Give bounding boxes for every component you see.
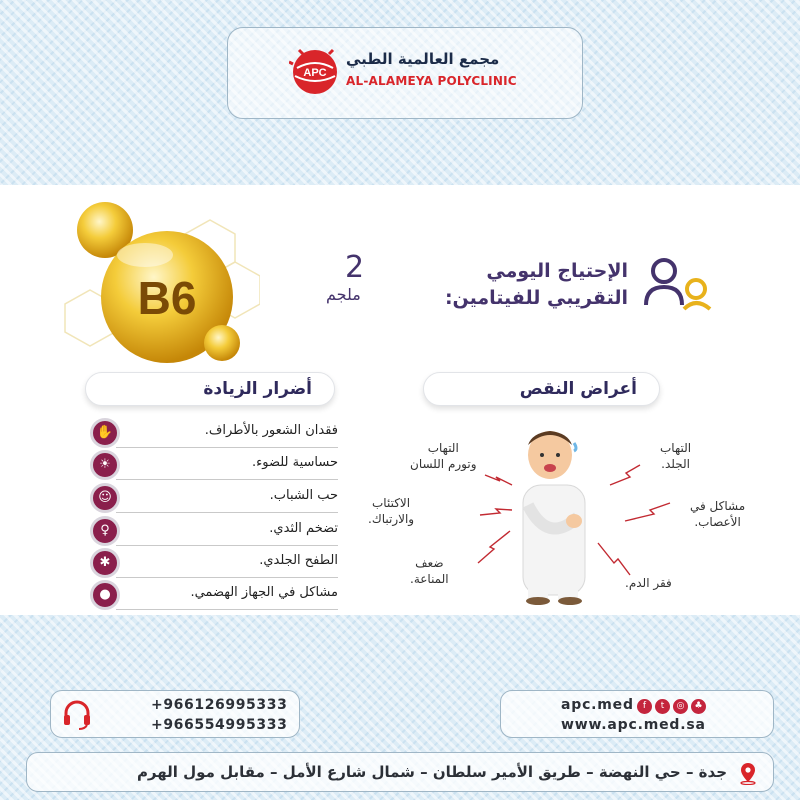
social-handle[interactable]: apc.med	[561, 697, 634, 713]
symptom-skin: التهاب الجلد.	[660, 441, 692, 471]
light-sensitivity-icon: ☀	[90, 450, 120, 480]
deficiency-section-title: أعراض النقص	[423, 372, 660, 406]
digestive-problem-icon: ●	[90, 580, 120, 610]
symptom-immunity: ضعف المناعة.	[410, 556, 449, 586]
dose-value: 2	[345, 250, 365, 285]
svg-text:APC: APC	[303, 67, 327, 79]
breast-enlargement-icon: ♀	[90, 516, 120, 546]
infographic-panel	[0, 185, 800, 615]
brand-name-english: AL-ALAMEYA POLYCLINIC	[346, 74, 517, 88]
excess-item: ♀ تضخم الثدي.	[88, 516, 338, 548]
dose-unit: ملجم	[326, 285, 361, 304]
acne-face-icon: ☺	[90, 483, 120, 513]
excess-item: ☺ حب الشباب.	[88, 483, 338, 515]
headset-icon	[61, 699, 93, 731]
snapchat-icon[interactable]: ♣	[691, 699, 706, 714]
excess-item: ✱ الطفح الجلدي.	[88, 548, 338, 580]
skin-rash-icon: ✱	[90, 548, 120, 578]
symptom-arrows	[450, 455, 720, 595]
excess-item: ✋ فقدان الشعور بالأطراف.	[88, 418, 338, 450]
symptom-nerves: مشاكل في الأعصاب.	[690, 499, 746, 529]
address-card	[26, 752, 774, 792]
website-link[interactable]: www.apc.med.sa	[561, 717, 706, 733]
symptom-tongue: التهاب وتورم اللسان	[410, 441, 477, 471]
twitter-icon[interactable]: t	[655, 699, 670, 714]
web-card	[500, 690, 774, 738]
header-logo-card	[227, 27, 583, 119]
symptom-depression: الاكتئاب والارتباك.	[368, 496, 415, 526]
vitamin-label: B6	[137, 272, 197, 324]
facebook-icon[interactable]: f	[637, 699, 652, 714]
hands-numbness-icon: ✋	[90, 418, 120, 448]
phone-number[interactable]: +966554995333	[151, 717, 288, 733]
location-pin-icon	[737, 761, 759, 785]
vitamin-b6-capsule-icon	[60, 200, 260, 370]
excess-item: ☀ حساسية للضوء.	[88, 450, 338, 482]
phone-card	[50, 690, 300, 738]
symptom-anemia: فقر الدم.	[625, 576, 672, 590]
brand-name-arabic: مجمع العالمية الطبي	[346, 50, 500, 68]
excess-section-title: أضرار الزيادة	[85, 372, 335, 406]
intake-title-line1: الإحتياج اليومي	[486, 260, 628, 282]
address-text: جدة – حي النهضة – طريق الأمير سلطان – شمال شارع الأمل – مقابل مول الهرم	[136, 763, 727, 781]
people-decor-icon	[640, 253, 720, 313]
phone-number[interactable]: +966126995333	[151, 697, 288, 713]
intake-title-line2: التقريبي للفيتامين:	[444, 287, 628, 309]
excess-item: ● مشاكل في الجهاز الهضمي.	[88, 580, 338, 612]
apc-logo-icon	[289, 46, 341, 98]
instagram-icon[interactable]: ◎	[673, 699, 688, 714]
